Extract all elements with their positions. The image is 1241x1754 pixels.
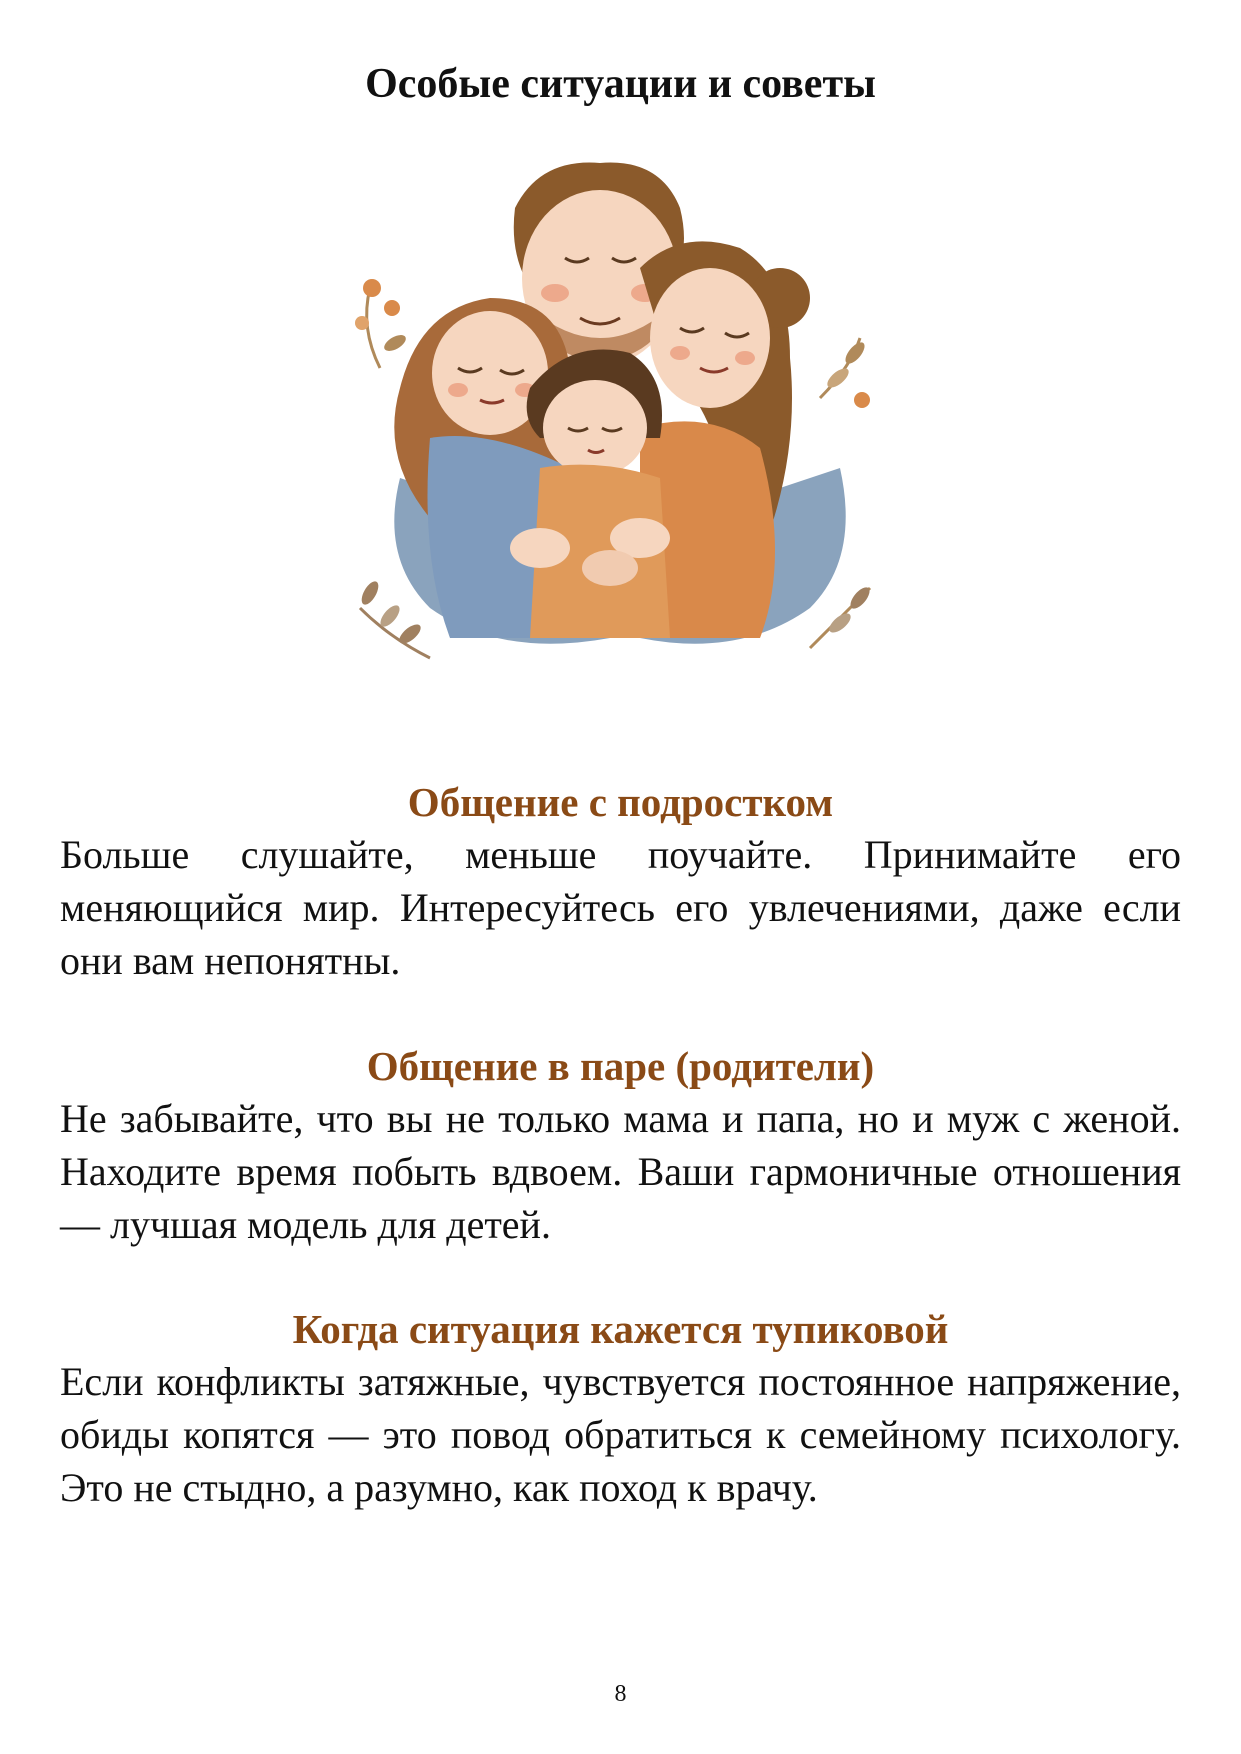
- section-couple-communication: [60, 1040, 1181, 1251]
- page-number: 8: [614, 1681, 627, 1707]
- page-title: Особые ситуации и советы: [365, 61, 876, 107]
- section-heading: Когда ситуация кажется тупиковой: [292, 1306, 949, 1352]
- section-heading: Общение с подростком: [407, 779, 834, 825]
- section-body: Больше слушайте, меньше поучайте. Принимайте его меняющийся мир. Интересуйтесь его увлечениями, даже если они вам непонятны.: [60, 832, 1181, 983]
- section-heading: Общение в паре (родители): [366, 1043, 875, 1089]
- branch-left-top-icon: [367, 288, 380, 368]
- family-hug-illustration: [340, 138, 900, 718]
- section-body: Не забывайте, что вы не только мама и папа, но и муж с женой. Находите время побыть вдвоем. Ваши гармоничные отношения — лучшая модель для детей.: [60, 1096, 1181, 1247]
- section-deadlock-situation: [60, 1303, 1181, 1514]
- section-body: Если конфликты затяжные, чувствуется постоянное напряжение, обиды копятся — это повод обратиться к семейному психологу. Это не стыдно, а разумно, как поход к врачу.: [60, 1359, 1181, 1510]
- section-teen-communication: [60, 776, 1181, 987]
